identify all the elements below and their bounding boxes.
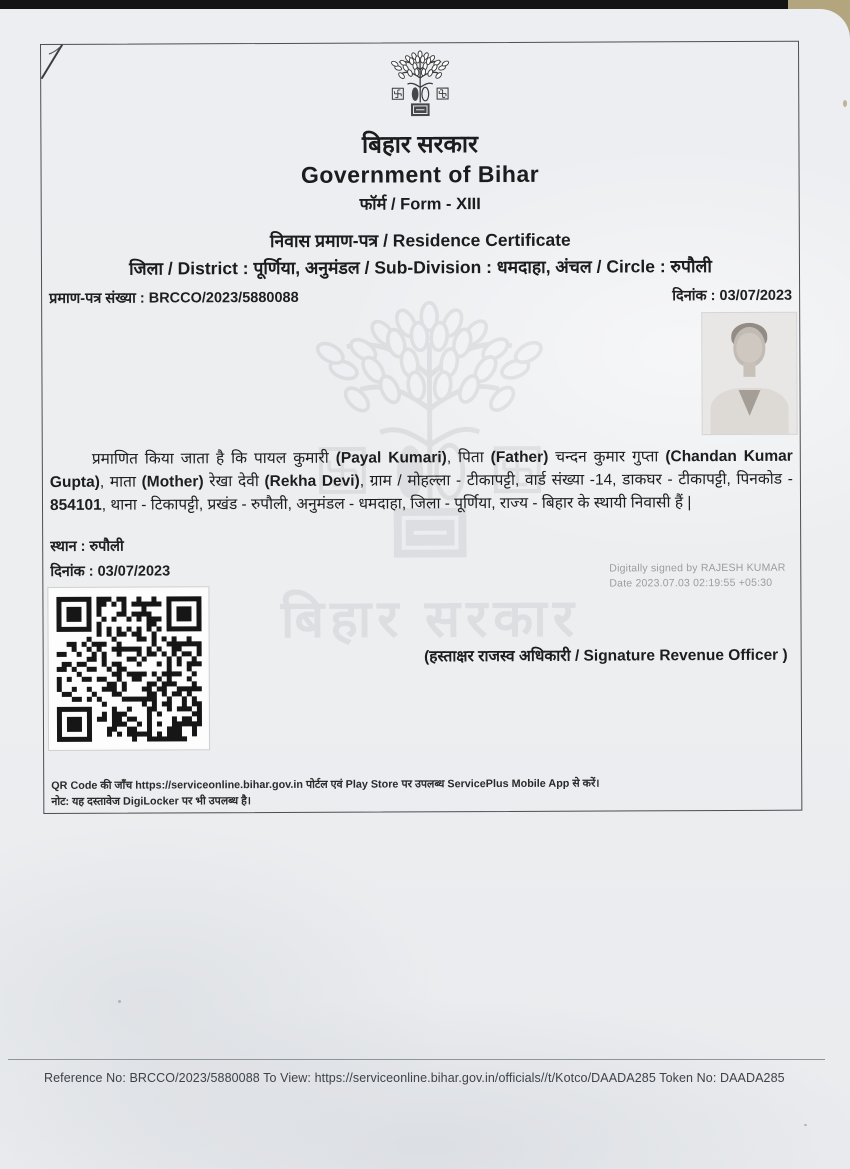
form-number: फॉर्म / Form - XIII [359,195,481,214]
digital-signature-line1: Digitally signed by RAJESH KUMAR [609,561,786,575]
certificate-number: प्रमाण-पत्र संख्या : BRCCO/2023/5880088 [49,289,299,307]
footnote-line1: QR Code की जाँच https://serviceonline.bihar.gov.in पोर्टल एवं Play Store पर उपलब्ध ServicePlus Mobile App से करें। [51,777,600,792]
certificate-title: निवास प्रमाण-पत्र / Residence Certificate [269,229,571,251]
applicant-photo [702,313,797,434]
revenue-officer-signature-line: (हस्ताक्षर राजस्व अधिकारी / Signature Revenue Officer ) [424,646,788,666]
certificate-border-box [40,41,802,814]
certificate-date: दिनांक : 03/07/2023 [672,287,793,305]
digital-signature-line2: Date 2023.07.03 02:19:55 +05:30 [609,577,773,590]
digital-signature-note [609,561,785,592]
photo-neck [743,363,755,377]
district-subdivision-circle-line: जिला / District : पूर्णिया, अनुमंडल / Sub-Division : धमदाहा, अंचल / Circle : रुपौली [129,256,712,279]
watermark-text: बिहार सरकार [280,589,581,649]
issue-place: स्थान : रुपौली [50,538,124,555]
qr-code [48,587,209,750]
bihar-emblem-icon [377,49,463,125]
certificate-header [41,48,799,281]
scanner-edge-speck [843,100,847,107]
org-name-english: Government of Bihar [300,160,540,188]
certificate-body-text: प्रमाणित किया जाता है कि पायल कुमारी (Payal Kumari), पिता (Father) चन्दन कुमार गुप्ता (Chandan Kumar Gupta), माता (Mother) रेखा देवी (Rekha Devi), ग्राम / मोहल्ला - टीकापट्टी, वार्ड संख्या -14, डाकघर - टीकापट्टी, पिनकोड - 854101, थाना - टिकापट्टी, प्रखंड - रुपौली, अनुमंडल - धमदाहा, जिला - पूर्णिया, राज्य - बिहार के स्थायी निवासी हैं | [49,447,793,514]
reference-line: Reference No: BRCCO/2023/5880088 To View: https://serviceonline.bihar.gov.in/officials//t/Kotco/DAADA285 Token No: DAADA285 [44,1071,785,1085]
government-watermark [254,295,606,797]
bihar-emblem-watermark-icon [264,295,595,596]
qr-code-pattern [50,590,208,748]
footnote-line2: नोट: यह दस्तावेज DigiLocker पर भी उपलब्ध है। [51,794,252,808]
reference-divider [8,1059,825,1060]
issue-date: दिनांक : 03/07/2023 [50,563,171,580]
certificate-meta-row [49,285,792,308]
qr-verification-footnote [51,775,599,810]
org-name-hindi: बिहार सरकार [361,131,478,159]
paper-speck [118,1000,121,1003]
scanner-edge-strip [0,0,850,9]
paper-speck [804,1124,807,1126]
photo-face [736,333,762,363]
